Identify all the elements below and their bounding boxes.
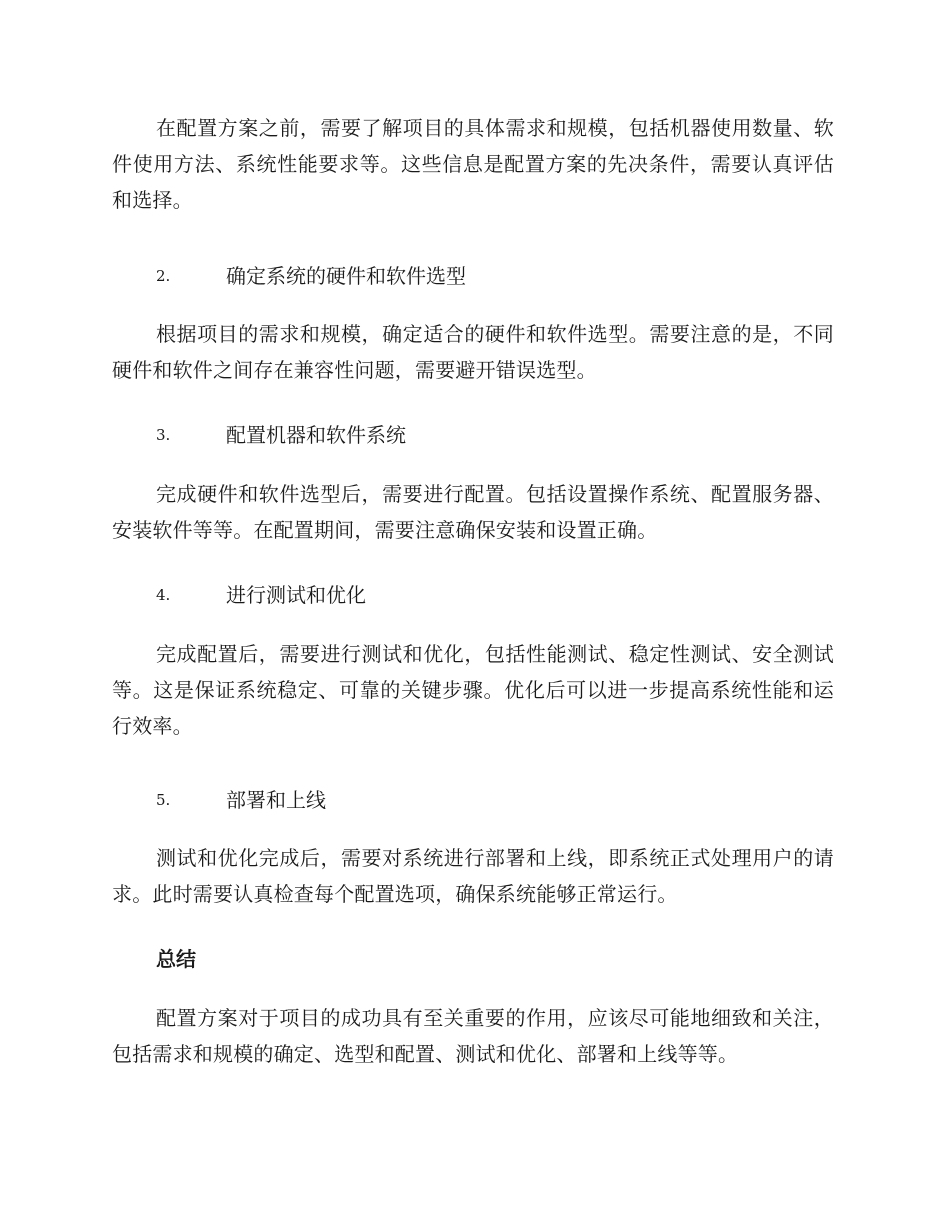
paragraph-summary: 配置方案对于项目的成功具有至关重要的作用，应该尽可能地细致和关注，包括需求和规模的确定、选型和配置、测试和优化、部署和上线等等。 xyxy=(112,1006,834,1066)
summary-heading: 总结 xyxy=(156,947,196,971)
paragraph-configuration: 完成硬件和软件选型后，需要进行配置。包括设置操作系统、配置服务器、安装软件等等。在配置期间，需要注意确保安装和设置正确。 xyxy=(112,482,834,542)
step-number: 2. xyxy=(156,267,171,285)
step-number: 5. xyxy=(156,791,171,809)
step-title: 配置机器和软件系统 xyxy=(226,423,406,447)
paragraph-selection: 根据项目的需求和规模，确定适合的硬件和软件选型。需要注意的是，不同硬件和软件之间存在兼容性问题，需要避开错误选型。 xyxy=(112,322,834,382)
step-title: 部署和上线 xyxy=(226,788,326,812)
paragraph-testing: 完成配置后，需要进行测试和优化，包括性能测试、稳定性测试、安全测试等。这是保证系统稳定、可靠的关键步骤。优化后可以进一步提高系统性能和运行效率。 xyxy=(112,642,834,738)
step-title: 确定系统的硬件和软件选型 xyxy=(226,264,466,288)
step-title: 进行测试和优化 xyxy=(226,583,366,607)
step-number: 4. xyxy=(156,586,171,604)
paragraph-deployment: 测试和优化完成后，需要对系统进行部署和上线，即系统正式处理用户的请求。此时需要认真检查每个配置选项，确保系统能够正常运行。 xyxy=(112,846,834,906)
step-number: 3. xyxy=(156,426,171,444)
paragraph-requirements: 在配置方案之前，需要了解项目的具体需求和规模，包括机器使用数量、软件使用方法、系统性能要求等。这些信息是配置方案的先决条件，需要认真评估和选择。 xyxy=(112,116,834,212)
